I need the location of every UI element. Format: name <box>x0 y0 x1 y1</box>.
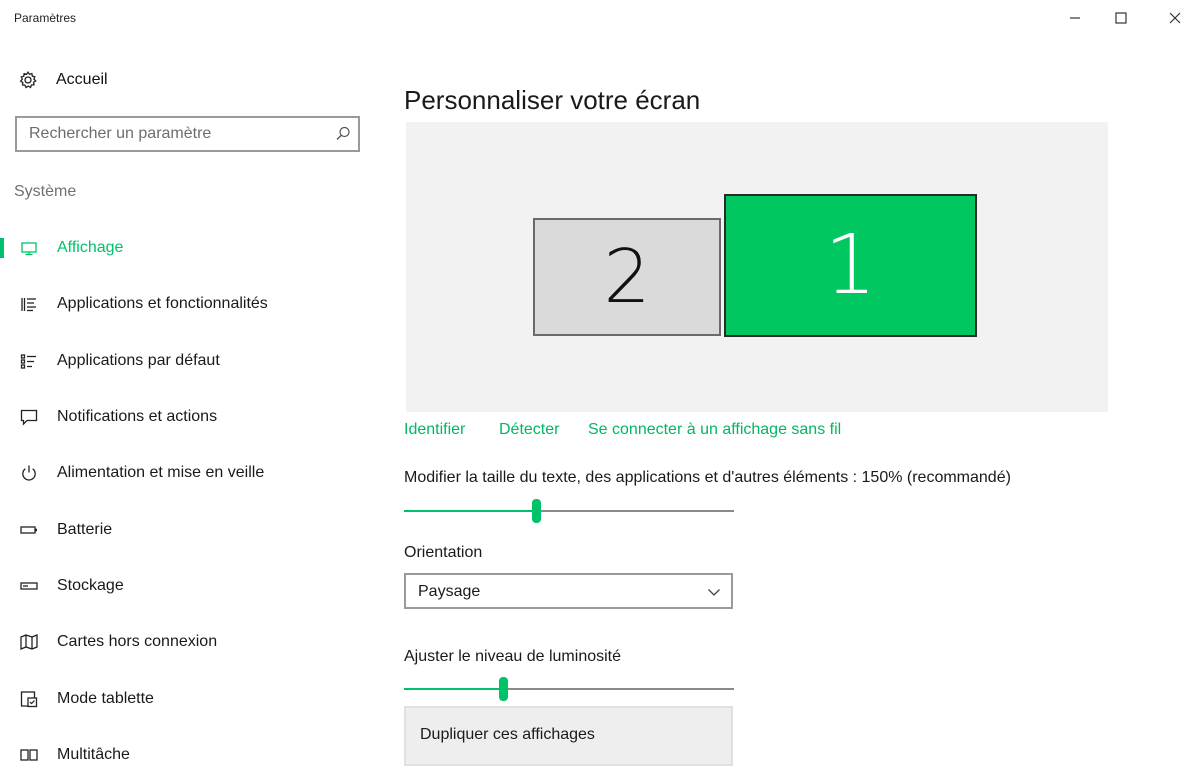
slider-thumb[interactable] <box>499 677 508 701</box>
sidebar-item-label: Batterie <box>57 521 113 538</box>
map-icon <box>19 632 39 652</box>
scale-label: Modifier la taille du texte, des applications et d'autres éléments : 150% (recommandé) <box>404 469 1011 486</box>
maximize-button[interactable] <box>1098 0 1144 36</box>
minimize-button[interactable] <box>1052 0 1098 36</box>
home-label: Accueil <box>56 71 108 88</box>
default-apps-icon <box>19 351 39 371</box>
identify-link[interactable]: Identifier <box>404 421 466 438</box>
search-input[interactable] <box>29 118 329 150</box>
sidebar-item-power[interactable] <box>0 453 380 493</box>
sidebar-item-notifications[interactable] <box>0 397 380 437</box>
sidebar <box>0 36 380 763</box>
power-icon <box>19 463 39 483</box>
orientation-label: Orientation <box>404 544 483 561</box>
active-indicator <box>0 238 4 258</box>
slider-thumb[interactable] <box>532 499 541 523</box>
page-title: Personnaliser votre écran <box>404 85 701 116</box>
monitor-2[interactable] <box>533 218 721 336</box>
minimize-icon <box>1069 12 1081 24</box>
detect-link[interactable]: Détecter <box>499 421 560 438</box>
scale-slider[interactable] <box>404 496 734 526</box>
monitor-1[interactable] <box>724 194 977 337</box>
sidebar-item-label: Cartes hors connexion <box>57 633 218 650</box>
monitor-arrangement <box>406 122 1108 412</box>
sidebar-item-label: Applications et fonctionnalités <box>57 295 268 312</box>
sidebar-item-label: Mode tablette <box>57 690 154 707</box>
multiple-displays-dropdown[interactable] <box>404 706 733 766</box>
close-icon <box>1169 12 1181 24</box>
sidebar-item-label: Alimentation et mise en veille <box>57 464 265 481</box>
monitor-icon <box>19 238 39 258</box>
sidebar-item-default-apps[interactable] <box>0 341 380 381</box>
search-icon[interactable] <box>334 125 352 143</box>
slider-fill <box>404 688 503 690</box>
sidebar-item-offline-maps[interactable] <box>0 622 380 662</box>
search-box <box>15 116 360 152</box>
brightness-label: Ajuster le niveau de luminosité <box>404 648 622 665</box>
sidebar-item-label: Applications par défaut <box>57 352 220 369</box>
orientation-value: Paysage <box>418 583 481 600</box>
sidebar-item-storage[interactable] <box>0 566 380 606</box>
multiple-displays-value: Dupliquer ces affichages <box>420 726 595 743</box>
sidebar-item-multitasking[interactable] <box>0 735 380 775</box>
chevron-down-icon <box>707 585 721 599</box>
brightness-slider[interactable] <box>404 674 734 704</box>
sidebar-item-affichage[interactable] <box>0 228 380 268</box>
maximize-icon <box>1115 12 1127 24</box>
battery-icon <box>19 520 39 540</box>
section-title: Système <box>14 183 77 200</box>
slider-fill <box>404 510 536 512</box>
monitor-number: 1 <box>824 218 877 313</box>
sidebar-item-label: Multitâche <box>57 746 130 763</box>
storage-icon <box>19 576 39 596</box>
sidebar-item-tablet-mode[interactable] <box>0 679 380 719</box>
sidebar-item-applications[interactable] <box>0 284 380 324</box>
apps-list-icon <box>19 294 39 314</box>
close-button[interactable] <box>1152 0 1198 36</box>
main-content <box>380 36 1200 750</box>
home-link[interactable] <box>18 70 108 90</box>
sidebar-item-label: Notifications et actions <box>57 408 218 425</box>
multitasking-icon <box>19 745 39 765</box>
connect-wireless-link[interactable]: Se connecter à un affichage sans fil <box>588 421 842 438</box>
title-bar <box>0 0 1200 36</box>
sidebar-item-label: Stockage <box>57 577 124 594</box>
orientation-dropdown[interactable] <box>404 573 733 609</box>
app-title: Paramètres <box>14 11 77 25</box>
tablet-mode-icon <box>19 689 39 709</box>
gear-icon <box>18 70 38 90</box>
notifications-icon <box>19 407 39 427</box>
sidebar-item-battery[interactable] <box>0 510 380 550</box>
monitor-number: 2 <box>603 234 651 320</box>
sidebar-item-label: Affichage <box>57 239 124 256</box>
